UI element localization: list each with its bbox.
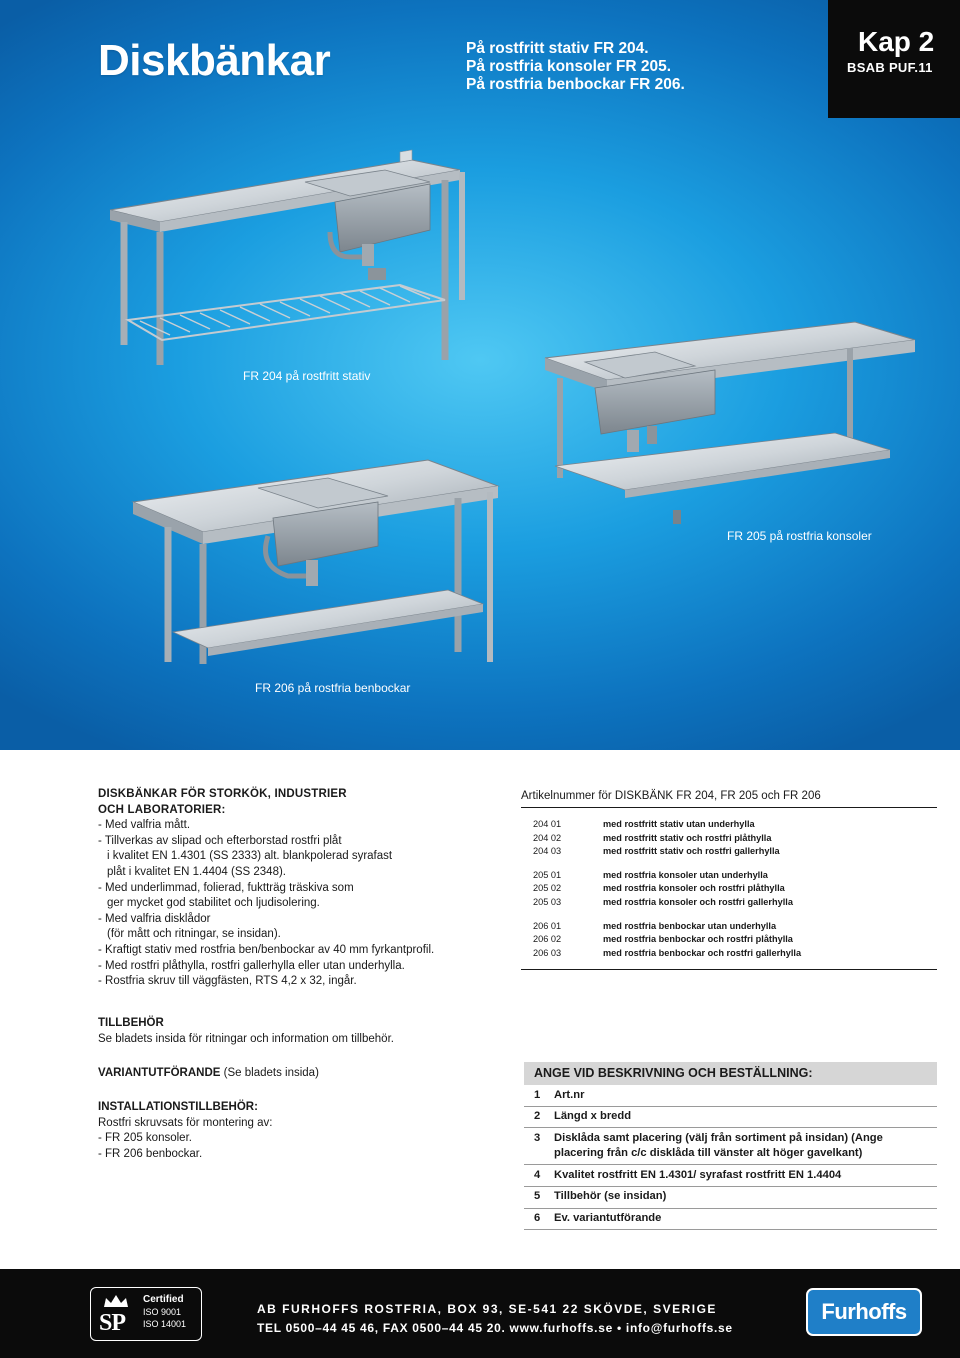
description-line: - Med underlimmad, folierad, fuktträg träskiva som <box>98 881 354 894</box>
article-number: 206 01 <box>533 920 562 931</box>
description-line: - Rostfria skruv till väggfästen, RTS 4,2 x 32, ingår. <box>98 975 357 988</box>
order-specification-box <box>524 1062 937 1230</box>
order-item-text: Längd x bredd <box>554 1110 632 1123</box>
order-item <box>524 1085 937 1107</box>
article-row <box>521 818 937 832</box>
article-number: 206 03 <box>533 947 562 958</box>
sp-letters: SP <box>99 1310 126 1336</box>
article-row <box>521 933 937 947</box>
article-row <box>521 869 937 883</box>
order-item-text: Tillbehör (se insidan) <box>554 1190 667 1203</box>
crown-icon <box>101 1293 131 1309</box>
order-item-number: 5 <box>534 1190 541 1203</box>
article-group-fr206 <box>521 920 937 961</box>
accessories-heading: TILLBEHÖR <box>98 1017 164 1029</box>
article-description: med rostfria benbockar och rostfri plåthylla <box>603 934 793 945</box>
installation-heading: INSTALLATIONSTILLBEHÖR: <box>98 1101 258 1113</box>
article-numbers-title: Artikelnummer för DISKBÄNK FR 204, FR 205 och FR 206 <box>521 790 937 808</box>
description-section <box>98 787 508 990</box>
description-line: - Kraftigt stativ med rostfria ben/benbockar av 40 mm fyrkantprofil. <box>98 943 435 956</box>
article-row <box>521 896 937 910</box>
certification-text <box>143 1294 186 1330</box>
subtitle-fr204: På rostfritt stativ FR 204. <box>466 40 649 57</box>
sp-certification-logo <box>90 1287 202 1341</box>
order-item-text: Art.nr <box>554 1088 585 1101</box>
order-item <box>524 1165 937 1187</box>
article-row <box>521 920 937 934</box>
article-description: med rostfritt stativ utan underhylla <box>603 819 755 829</box>
caption-fr205: FR 205 på rostfria konsoler <box>727 529 872 543</box>
article-number: 204 02 <box>533 832 562 843</box>
subtitle-fr205: På rostfria konsoler FR 205. <box>466 58 672 75</box>
sink-fr206-illustration <box>128 452 508 674</box>
description-line: - Med rostfri plåthylla, rostfri gallerhylla eller utan underhylla. <box>98 959 405 972</box>
subtitle-fr206: På rostfria benbockar FR 206. <box>466 76 685 93</box>
article-row <box>521 882 937 896</box>
installation-line: - FR 205 konsoler. <box>98 1132 192 1145</box>
article-table-rule <box>521 960 937 970</box>
order-item-number: 4 <box>534 1168 541 1181</box>
article-row <box>521 832 937 846</box>
description-line: ger mycket god stabilitet och ljudisolering. <box>107 897 320 910</box>
hero-subtitles <box>466 40 685 94</box>
chapter-label: Kap 2 <box>858 26 935 57</box>
company-address: AB FURHOFFS ROSTFRIA, BOX 93, SE-541 22 SKÖVDE, SVERIGE <box>257 1302 717 1316</box>
order-item <box>524 1209 937 1231</box>
description-heading-2: OCH LABORATORIER: <box>98 803 226 816</box>
accessories-text: Se bladets insida för ritningar och information om tillbehör. <box>98 1032 394 1045</box>
company-phone-web: TEL 0500–44 45 46, FAX 0500–44 45 20. www.furhoffs.se • info@furhoffs.se <box>257 1321 733 1335</box>
article-description: med rostfritt stativ och rostfri gallerhylla <box>603 846 780 857</box>
sink-fr204-illustration <box>100 140 480 370</box>
article-numbers-table <box>521 790 937 970</box>
article-description: med rostfria konsoler utan underhylla <box>603 869 768 880</box>
order-item <box>524 1107 937 1129</box>
description-line: (för mått och ritningar, se insidan). <box>107 928 281 941</box>
article-number: 205 01 <box>533 869 562 880</box>
article-group-fr204 <box>521 818 937 859</box>
caption-fr204: FR 204 på rostfritt stativ <box>243 369 371 383</box>
variant-text: (Se bladets insida) <box>220 1067 319 1079</box>
article-number: 205 03 <box>533 896 562 907</box>
description-line: - Tillverkas av slipad och efterborstad rostfri plåt <box>98 834 342 847</box>
page-title: Diskbänkar <box>98 36 331 85</box>
order-title: ANGE VID BESKRIVNING OCH BESTÄLLNING: <box>524 1062 937 1085</box>
order-item-number: 6 <box>534 1212 541 1225</box>
chapter-badge <box>828 0 960 118</box>
article-description: med rostfria benbockar utan underhylla <box>603 920 777 931</box>
caption-fr206: FR 206 på rostfria benbockar <box>255 681 411 695</box>
order-item-text: Kvalitet rostfritt EN 1.4301/ syrafast rostfritt EN 1.4404 <box>554 1168 842 1181</box>
article-row <box>521 947 937 961</box>
description-line: i kvalitet EN 1.4301 (SS 2333) alt. blankpolerad syrafast <box>107 850 393 863</box>
order-item-text: Ev. variantutförande <box>554 1212 662 1225</box>
article-description: med rostfria konsoler och rostfri plåthylla <box>603 883 785 894</box>
order-item-number: 2 <box>534 1110 541 1123</box>
sink-fr205-illustration <box>535 318 925 528</box>
article-number: 204 03 <box>533 846 562 857</box>
accessories-section <box>98 1016 394 1047</box>
variant-section <box>98 1067 319 1079</box>
iso-9001-label: ISO 9001 <box>143 1307 182 1317</box>
article-number: 206 02 <box>533 934 562 945</box>
article-number: 204 01 <box>533 819 562 829</box>
order-item-number: 1 <box>534 1088 541 1101</box>
article-description: med rostfria konsoler och rostfri gallerhylla <box>603 896 793 907</box>
order-item-number: 3 <box>534 1131 541 1144</box>
description-heading-1: DISKBÄNKAR FÖR STORKÖK, INDUSTRIER <box>98 788 347 800</box>
description-line: - Med valfria disklådor <box>98 912 211 925</box>
iso-14001-label: ISO 14001 <box>143 1319 187 1329</box>
installation-line: - FR 206 benbockar. <box>98 1147 203 1160</box>
description-line: plåt i kvalitet EN 1.4404 (SS 2348). <box>107 865 286 878</box>
variant-heading: VARIANTUTFÖRANDE <box>98 1067 221 1079</box>
description-line: - Med valfria mått. <box>98 819 191 832</box>
certified-label: Certified <box>143 1294 184 1305</box>
bsab-code: BSAB PUF.11 <box>847 60 933 75</box>
article-description: med rostfritt stativ och rostfri plåthylla <box>603 832 772 843</box>
company-contact <box>257 1300 733 1338</box>
article-description: med rostfria benbockar och rostfri gallerhylla <box>603 947 802 958</box>
installation-section <box>98 1100 272 1162</box>
article-row <box>521 845 937 859</box>
article-number: 205 02 <box>533 883 562 894</box>
order-item-text: Disklåda samt placering (välj från sortiment på insidan) (Ange placering från c/c disklåda till vänster alt höger gavelkant) <box>554 1131 883 1160</box>
order-item <box>524 1128 937 1165</box>
order-item <box>524 1187 937 1209</box>
furhoffs-logo: Furhoffs <box>806 1288 922 1336</box>
installation-line: Rostfri skruvsats för montering av: <box>98 1116 273 1129</box>
article-group-fr205 <box>521 869 937 910</box>
